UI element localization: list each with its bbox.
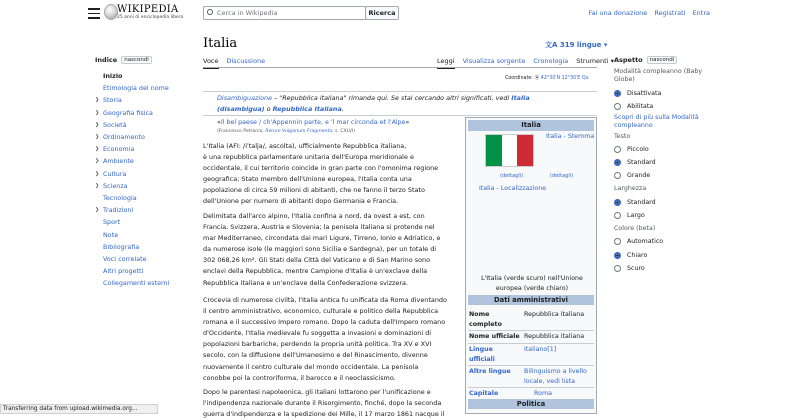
chevron-right-icon[interactable]: ❯	[95, 158, 100, 165]
paragraph-line: Repubblica italiana e un'enclave della Confederazione svizzera.	[203, 278, 409, 287]
appearance-title: Aspetto	[614, 56, 643, 64]
radio-button[interactable]	[614, 212, 621, 219]
radio-button[interactable]	[614, 146, 621, 153]
toc-item[interactable]	[95, 265, 185, 277]
toc-item[interactable]	[95, 216, 185, 228]
search-placeholder: Cerca in Wikipedia	[217, 9, 278, 17]
toc-item-label: Cultura	[103, 169, 127, 178]
coordinates[interactable]: Coordinate: ⦿ 42°30′N 12°30′E Qu	[505, 76, 589, 81]
petrarca-quote: «Il bel paese / ch'Appennin parte, e 'l mar circonda et l'Alpe»	[217, 119, 410, 126]
radio-label: Largo	[627, 211, 645, 219]
chevron-right-icon[interactable]: ❯	[95, 134, 100, 141]
paragraph-line: secolo, con la diffusione dell'Umanesimo e del Rinascimento, divenne	[203, 351, 428, 360]
quote-attribution: (Francesco Petrarca, Rerum Vulgarium Fragmenta, s. CXLVI)	[217, 129, 356, 134]
infobox-value: Repubblica italiana	[524, 311, 585, 318]
toc-item[interactable]	[95, 70, 185, 82]
flag-details-link[interactable]: (dettagli)	[500, 173, 524, 179]
radio-label: Scuro	[627, 264, 645, 272]
logo-tagline: 25 anni di enciclopedia libera	[117, 15, 184, 20]
toc-item-label: Sport	[103, 218, 121, 227]
radio-option[interactable]	[614, 195, 714, 208]
appearance-panel	[614, 56, 714, 275]
infobox-row	[468, 367, 594, 386]
toc-item[interactable]	[95, 143, 185, 155]
repubblica-italiana-link[interactable]: Repubblica Italiana	[272, 105, 342, 113]
toc-item[interactable]	[95, 107, 185, 119]
infobox-divider	[468, 343, 594, 344]
appearance-hide-button[interactable]: nascondi	[647, 56, 678, 64]
chevron-right-icon[interactable]: ❯	[95, 146, 100, 153]
hamburger-menu-icon[interactable]	[88, 8, 100, 19]
radio-label: Abilitata	[627, 103, 654, 111]
tab-leggi[interactable]: Leggi	[437, 57, 455, 69]
radio-label: Standard	[627, 198, 656, 206]
birthday-mode-label: Modalità compleanno (Baby Globe)	[614, 68, 703, 83]
tools-dropdown[interactable]: Strumenti ▾	[576, 57, 614, 65]
toc-hide-button[interactable]: nascondi	[121, 56, 152, 64]
infobox-value: Repubblica italiana	[524, 333, 585, 340]
radio-option[interactable]	[614, 248, 714, 261]
radio-option[interactable]	[614, 235, 714, 248]
infobox-divider	[468, 387, 594, 388]
toc-item-label: Altri progetti	[103, 267, 144, 276]
paragraph-line: popolazione di circa 59 milioni di abitanti, che ne fanno il terzo Stato	[203, 186, 425, 195]
paragraph-line: 302 068,26 km². Gli Stati della Città del Vaticano e di San Marino sono	[203, 256, 431, 265]
chevron-right-icon[interactable]: ❯	[95, 109, 100, 116]
paragraph-line: il centro amministrativo, economico, culturale e politico della Repubblica	[203, 307, 439, 316]
radio-label: Disattivata	[627, 90, 662, 98]
toc-item-label: Tecnologia	[103, 193, 137, 202]
toc-item-label: Note	[103, 230, 119, 239]
login-link[interactable]: Entra	[692, 9, 710, 17]
infobox-divider	[468, 330, 594, 331]
table-of-contents	[95, 56, 185, 289]
paragraph-line: guerra d'indipendenza e la spedizione dei Mille, il 17 marzo 1861 nacque il	[203, 410, 445, 419]
toc-item[interactable]	[95, 155, 185, 167]
toc-item[interactable]	[95, 119, 185, 131]
paragraph-line: Dopo le parentesi napoleonica, gli italiani lottarono per l'unificazione e	[203, 388, 431, 396]
paragraph-line: L'Italia (AFI: /iˈtalja/, ascolta), ufficialmente Repubblica italiana,	[203, 142, 407, 150]
radio-button[interactable]	[614, 199, 621, 206]
flag-image[interactable]	[485, 134, 534, 167]
radio-label: Automatico	[627, 238, 664, 246]
radio-option[interactable]	[614, 156, 714, 169]
toc-item-label: Economia	[103, 145, 135, 154]
radio-label: Chiaro	[627, 251, 648, 259]
infobox-key[interactable]: Lingue ufficiali	[469, 346, 495, 363]
infobox-divider	[468, 365, 594, 366]
width-label: Larghezza	[614, 185, 647, 193]
toc-item-label: Tradizioni	[103, 206, 134, 215]
toc-item-label: Storia	[103, 96, 122, 105]
paragraph-line: Francia, Svizzera, Austria e Slovenia; la penisola italiana si protende nel	[203, 223, 435, 232]
toc-item[interactable]	[95, 180, 185, 192]
infobox-row	[468, 345, 594, 364]
search-icon	[207, 9, 213, 15]
radio-button[interactable]	[614, 159, 621, 166]
radio-label: Standard	[627, 159, 656, 167]
disambigua-link[interactable]: (disambigua)	[217, 105, 265, 113]
toc-item[interactable]	[95, 192, 185, 204]
tabs-divider	[203, 67, 597, 68]
paragraph-line: geografica; Stato membro dell'Unione europea, l'Italia conta una	[203, 175, 412, 184]
disambiguation-hatnote: Disambiguazione – "Repubblica italiana" rimanda qui. Se stai cercando altri significati, vedi Italia (disambigua) o Repubblica Italiana.	[203, 91, 597, 116]
toc-item[interactable]	[95, 168, 185, 180]
toc-item-label: Società	[103, 120, 127, 129]
infobox-key: Nome ufficiale	[469, 333, 520, 340]
article-paragraph	[203, 387, 461, 420]
radio-option[interactable]	[614, 169, 714, 182]
tab-cronologia[interactable]: Cronologia	[533, 57, 569, 65]
tab-visualizza-sorgente[interactable]: Visualizza sorgente	[462, 57, 526, 65]
location-map-link[interactable]: Italia - Localizzazione	[479, 185, 547, 192]
emblem-details-link[interactable]: (dettagli)	[550, 173, 574, 179]
logo-wordmark[interactable]: WIKIPEDIA	[117, 4, 179, 15]
infobox-section-politics: Politica	[468, 399, 594, 409]
paragraph-line: popolazioni barbariche, perdendo la propria unità politica. Tra XV e XVI	[203, 340, 432, 349]
page-title: Italia	[203, 36, 238, 51]
donate-link[interactable]: Fai una donazione	[588, 9, 648, 17]
birthday-mode-link[interactable]: Scopri di più sulla Modalità compleanno	[614, 113, 699, 129]
infobox-value[interactable]: italiano[1]	[524, 346, 557, 353]
paragraph-line: dell'Unione per numero di abitanti dopo Germania e Francia.	[203, 197, 399, 206]
chevron-right-icon[interactable]: ❯	[95, 182, 100, 189]
paragraph-line: l'indipendenza nazionale durante il Risorgimento, finché, dopo la seconda	[203, 399, 442, 408]
tab-discussione[interactable]: Discussione	[226, 57, 266, 65]
radio-option[interactable]	[614, 262, 714, 275]
toc-item-label: Scienza	[103, 181, 128, 190]
infobox-row	[468, 332, 594, 342]
toc-item-label: Ambiente	[103, 157, 134, 166]
paragraph-line: da numerose isole (le maggiori sono Sicilia e Sardegna), per un totale di	[203, 245, 437, 254]
italia-link[interactable]: Italia	[511, 94, 530, 102]
radio-option[interactable]	[614, 87, 714, 100]
infobox-key[interactable]: Altre lingue	[469, 368, 511, 375]
text-size-label: Testo	[614, 132, 631, 140]
emblem-link[interactable]: Italia - Stemma	[546, 133, 595, 140]
toc-item-label: Voci correlate	[103, 254, 147, 263]
paragraph-line: è una repubblica parlamentare unitaria dell'Europa meridionale e	[203, 153, 414, 162]
infobox-key[interactable]: Capitale	[469, 390, 499, 397]
radio-button[interactable]	[614, 265, 621, 272]
radio-label: Grande	[627, 172, 651, 180]
toc-item-label: Bibliografia	[103, 242, 140, 251]
paragraph-line: Crocevia di numerose civiltà, l'Italia antica fu unificata da Roma diventando	[203, 296, 447, 304]
paragraph-line: occidentale, il cui territorio coincide in gran parte con l'omonima regione	[203, 164, 439, 173]
tab-voce[interactable]: Voce	[203, 57, 219, 69]
toc-item[interactable]	[95, 94, 185, 106]
toc-item[interactable]	[95, 82, 185, 94]
infobox-row	[468, 310, 594, 329]
toc-item[interactable]	[95, 228, 185, 240]
color-label: Colore (beta)	[614, 225, 656, 233]
infobox-value[interactable]: Roma	[534, 390, 552, 397]
chevron-right-icon[interactable]: ❯	[95, 121, 100, 128]
toc-item[interactable]	[95, 277, 185, 289]
radio-label: Piccolo	[627, 145, 649, 153]
browser-status-bar: Transferring data from upload.wikimedia.org...	[0, 404, 158, 414]
radio-button[interactable]	[614, 90, 621, 97]
register-link[interactable]: Registrati	[654, 9, 686, 17]
chevron-right-icon[interactable]: ❯	[95, 207, 100, 214]
article-paragraph	[203, 141, 461, 208]
paragraph-line: mar Mediterraneo, circondata dai mari Ligure, Tirreno, Ionio e Adriatico, e	[203, 234, 441, 243]
search-button[interactable]: Ricerca	[365, 6, 399, 20]
infobox-title: Italia	[468, 120, 594, 131]
toc-title: Indice	[95, 56, 118, 64]
radio-button[interactable]	[614, 238, 621, 245]
radio-option[interactable]	[614, 100, 714, 113]
disambiguation-link[interactable]: Disambiguazione	[217, 94, 273, 102]
toc-item[interactable]	[95, 253, 185, 265]
paragraph-line: enclavi della Repubblica, mentre Campione d'Italia è un'exclave della	[203, 267, 428, 276]
article-paragraph	[203, 211, 461, 289]
radio-button[interactable]	[614, 103, 621, 110]
language-button[interactable]: 文A 319 lingue ▾	[545, 41, 608, 49]
article-paragraph	[203, 295, 461, 384]
wikipedia-globe-logo[interactable]	[104, 4, 118, 20]
infobox-row	[468, 389, 594, 399]
toc-item-label: Etimologia del nome	[103, 84, 169, 93]
map-caption: L'Italia (verde scuro) nell'Unione europea (verde chiaro)	[481, 275, 583, 292]
toc-item[interactable]	[95, 204, 185, 216]
infobox-value[interactable]: Bilinguismo a livello locale, vedi lista	[524, 368, 587, 385]
paragraph-line: conobbe poi la controriforma, il barocco e il neoclassicismo.	[203, 373, 396, 382]
radio-option[interactable]	[614, 143, 714, 156]
paragraph-line: d'Occidente, l'Italia medievale fu soggetta a invasioni e dominazioni di	[203, 329, 432, 338]
toc-item-label: Geografia fisica	[103, 108, 153, 117]
chevron-right-icon[interactable]: ❯	[95, 170, 100, 177]
user-links	[583, 9, 710, 17]
infobox	[465, 117, 597, 414]
paragraph-line: nuovamente il centro culturale del mondo occidentale. La penisola	[203, 362, 419, 371]
infobox-key: Nome completo	[469, 311, 502, 328]
radio-button[interactable]	[614, 172, 621, 179]
toc-item[interactable]	[95, 241, 185, 253]
chevron-right-icon[interactable]: ❯	[95, 97, 100, 104]
infobox-section-admin: Dati amministrativi	[468, 295, 594, 305]
toc-item-label: Collegamenti esterni	[103, 279, 170, 288]
radio-option[interactable]	[614, 209, 714, 222]
toc-item[interactable]	[95, 131, 185, 143]
toc-item-label: Ordinamento	[103, 133, 145, 142]
radio-button[interactable]	[614, 252, 621, 259]
toc-item-label: Inizio	[103, 72, 123, 81]
paragraph-line: Delimitata dall'arco alpino, l'Italia confina a nord, da ovest a est, con	[203, 212, 425, 220]
paragraph-line: romana e il successivo Impero romano. Dopo la caduta dell'Impero romano	[203, 318, 446, 327]
